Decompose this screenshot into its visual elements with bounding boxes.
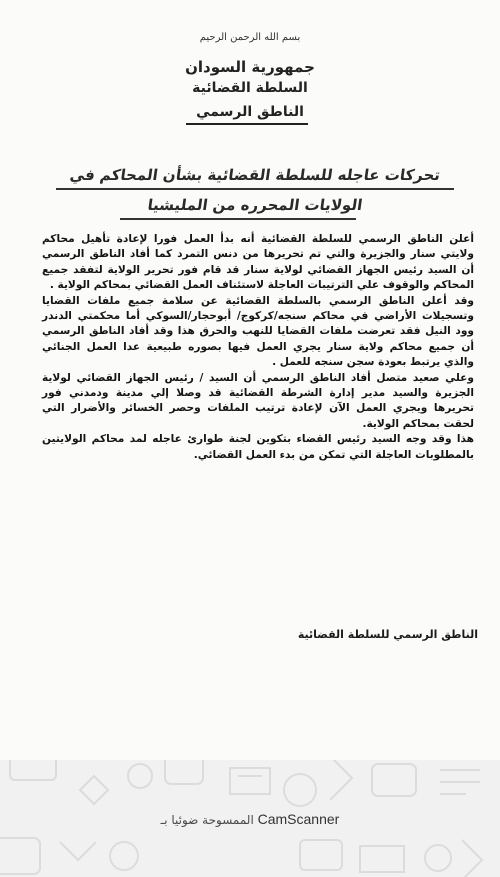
paragraph-1: أعلن الناطق الرسمي للسلطة القضائية أنه بدأ العمل فورا لإعادة تأهيل محاكم ولايتي سنار والجزيرة والتي تم تحريرها من دنس التمرد كما أفاد الناطق الرسمي أن السيد رئيس الجهاز القضائي لولاية سنار قد قام فور تحرير الولاية لتفقد جميع المحاكم والوقوف علي الترتيبات العاجلة لاستئناف العمل القضائي بمحاكم الولاية .	[42, 233, 474, 292]
camscanner-footer	[0, 760, 500, 877]
paragraph-2: وقد أعلن الناطق الرسمي بالسلطة القضائية عن سلامة جميع ملفات القضايا وتسجيلات الأراضي في محاكم سنجه/كركوج/ أبوحجار/السوكي أما محكمتي الدندر وود النيل فقد تعرضت ملفات القضايا للنهب والحرق هذا وقد أفاد الناطق الرسمي أن جميع محاكم ولاية سنار يجري العمل فيها بصوره طبيعية عدا العمل الجنائي والذي يرتبط بعودة سجن سنجه للعمل .	[42, 294, 474, 369]
statement-body	[42, 232, 474, 463]
camscanner-watermark	[0, 811, 500, 827]
headline-line-2: الولايات المحرره من المليشيا	[146, 196, 364, 214]
country-name: جمهورية السودان	[185, 58, 315, 76]
watermark-prefix: الممسوحة ضوئيا بـ	[160, 813, 254, 827]
paragraph-4: هذا وقد وجه السيد رئيس القضاء بتكوين لجنة طوارئ عاجله لمد محاكم الولايتين بالمطلوبات العاجلة التي تمكن من بدء العمل القضائي.	[42, 433, 474, 461]
authority-name: السلطة القضائية	[192, 80, 308, 96]
basmala: بسم الله الرحمن الرحيم	[199, 32, 301, 43]
headline-underline-2	[120, 218, 356, 220]
headline-line-1: تحركات عاجله للسلطة القضائية بشأن المحاكم في	[68, 166, 442, 184]
watermark-brand: CamScanner	[257, 811, 340, 827]
signature: الناطق الرسمي للسلطة القضائية	[297, 628, 478, 641]
title-underline	[186, 123, 308, 125]
paragraph-3: وعلي صعيد متصل أفاد الناطق الرسمي أن السيد / رئيس الجهاز القضائي لولاية الجزيرة والسيد مدير إدارة الشرطة القضائية قد وصلا إلي مدينة ودمدني فور تحريرها ويجري العمل الآن لإعادة ترتيب الملفات وحصر الخسائر والأضرار التي لحقت بمحاكم الولاية.	[42, 371, 474, 430]
spokesperson-title: الناطق الرسمي	[196, 104, 304, 120]
headline-underline-1	[56, 188, 454, 190]
